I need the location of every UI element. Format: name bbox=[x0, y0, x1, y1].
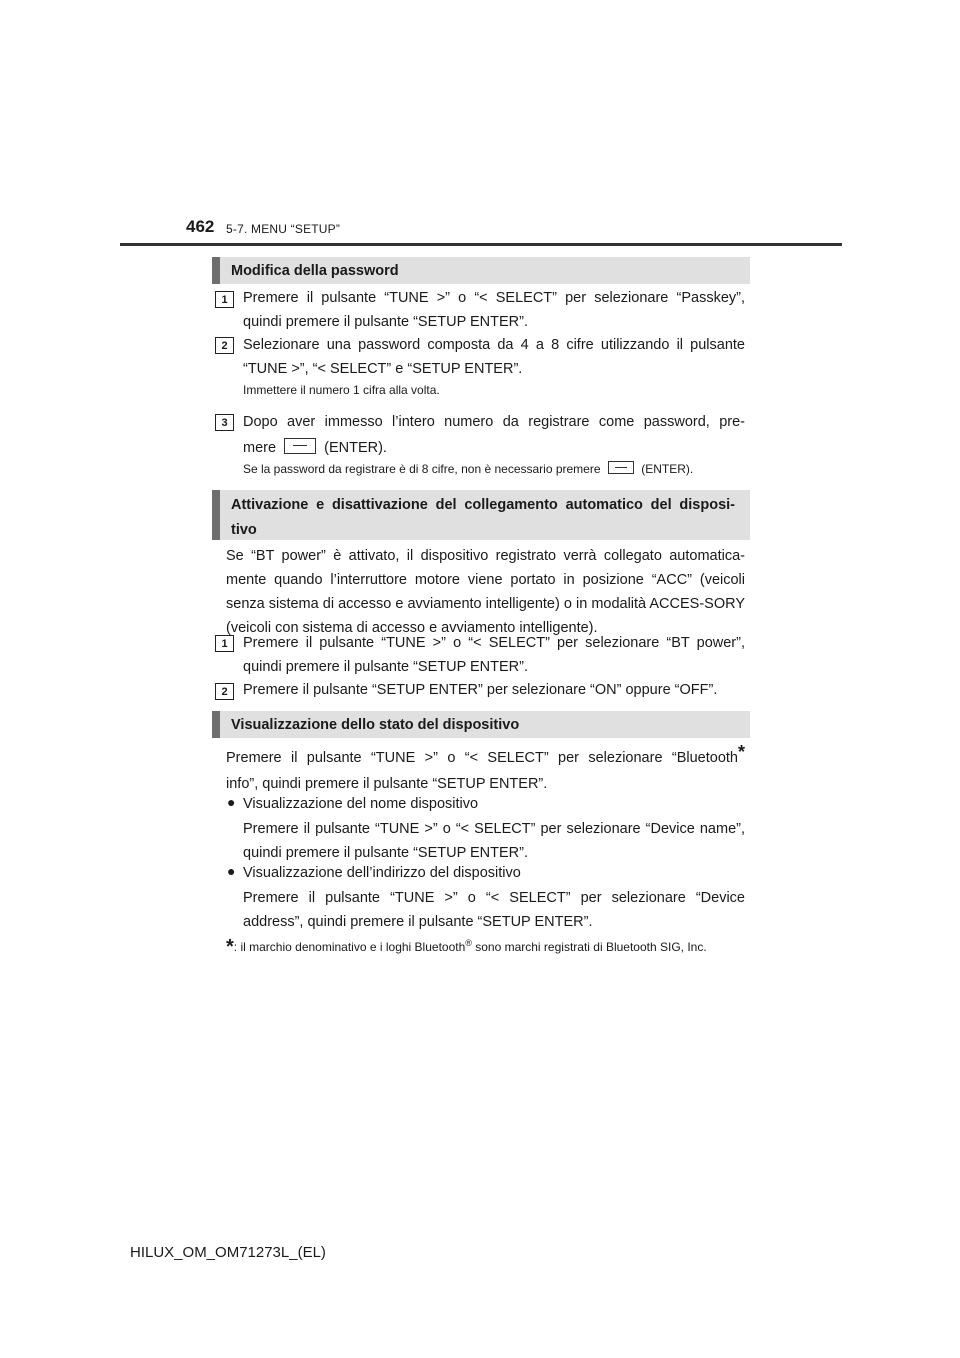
page-number: 462 bbox=[186, 217, 215, 236]
bullet-title: Visualizzazione dell’indirizzo del dispositivo bbox=[243, 865, 521, 881]
footnote-text: sono marchi registrati di Bluetooth SIG, Inc. bbox=[471, 940, 707, 954]
section-heading-password: Modifica della password bbox=[212, 257, 750, 284]
step-note: Immettere il numero 1 cifra alla volta. bbox=[243, 383, 440, 397]
step-number: 2 bbox=[215, 683, 234, 700]
step-text: Selezionare una password composta da 4 a 8 cifre utilizzando il pulsante “TUNE >”, “< SELECT” e “SETUP ENTER”. bbox=[243, 337, 745, 377]
footnote bbox=[226, 934, 746, 956]
step-number: 3 bbox=[215, 414, 234, 431]
step-text: Premere il pulsante “TUNE >” o “< SELECT” per selezionare “Passkey”, quindi premere il pulsante “SETUP ENTER”. bbox=[243, 290, 745, 330]
step-number: 1 bbox=[215, 635, 234, 652]
step-note bbox=[243, 461, 745, 477]
step-text-line: Dopo aver immesso l’intero numero da registrare come password, pre- bbox=[243, 414, 745, 430]
header-divider bbox=[120, 243, 842, 246]
bullet-title: Visualizzazione del nome dispositivo bbox=[243, 796, 479, 812]
section-intro bbox=[226, 742, 745, 796]
bullet-text: Premere il pulsante “TUNE >” o “< SELECT” per selezionare “Device address”, quindi premere il pulsante “SETUP ENTER”. bbox=[243, 890, 745, 930]
asterisk-mark: * bbox=[737, 742, 745, 762]
step-text: Premere il pulsante “SETUP ENTER” per selezionare “ON” oppure “OFF”. bbox=[243, 682, 718, 698]
enter-button-icon bbox=[284, 438, 316, 454]
bullet-icon: ● bbox=[227, 794, 236, 810]
section-heading-autoconnect bbox=[212, 490, 750, 540]
section-heading-line: Attivazione e disattivazione del collegamento automatico del disposi- bbox=[231, 497, 735, 513]
registered-mark: ® bbox=[465, 938, 472, 948]
section-heading-status: Visualizzazione dello stato del dispositivo bbox=[212, 711, 750, 738]
bullet-icon: ● bbox=[227, 863, 236, 879]
note-text: (ENTER). bbox=[641, 462, 694, 476]
intro-line bbox=[226, 742, 745, 770]
intro-line: info”, quindi premere il pulsante “SETUP ENTER”. bbox=[226, 776, 548, 792]
enter-button-icon bbox=[608, 461, 634, 474]
section-heading-line: tivo bbox=[231, 522, 257, 538]
bullet-text: Premere il pulsante “TUNE >” o “< SELECT” per selezionare “Device name”, quindi premere il pulsante “SETUP ENTER”. bbox=[243, 821, 745, 861]
document-code: HILUX_OM_OM71273L_(EL) bbox=[130, 1244, 326, 1261]
step-text: Premere il pulsante “TUNE >” o “< SELECT” per selezionare “BT power”, quindi premere il pulsante “SETUP ENTER”. bbox=[243, 635, 745, 675]
section-intro: Se “BT power” è attivato, il dispositivo registrato verrà collegato automatica-mente quando l’interruttore motore viene portato in posizione “ACC” (veicoli senza sistema di accesso e avviamento intelligente) o in modalità ACCES-SORY (veicoli con sistema di accesso e avviamento intelligente). bbox=[226, 548, 745, 636]
asterisk-mark: * bbox=[226, 936, 234, 958]
step-text-part: mere bbox=[243, 440, 277, 456]
step-number: 1 bbox=[215, 291, 234, 308]
step-text-line bbox=[243, 436, 745, 460]
step-text-part: (ENTER). bbox=[324, 440, 387, 456]
footnote-text: : il marchio denominativo e i loghi Bluetooth bbox=[233, 940, 466, 954]
note-text: Se la password da registrare è di 8 cifre, non è necessario premere bbox=[243, 462, 601, 476]
chapter-title: 5-7. MENU “SETUP” bbox=[226, 222, 341, 236]
step-number: 2 bbox=[215, 337, 234, 354]
intro-text: Premere il pulsante “TUNE >” o “< SELECT” per selezionare “Bluetooth bbox=[226, 750, 738, 766]
step-text bbox=[243, 410, 745, 460]
